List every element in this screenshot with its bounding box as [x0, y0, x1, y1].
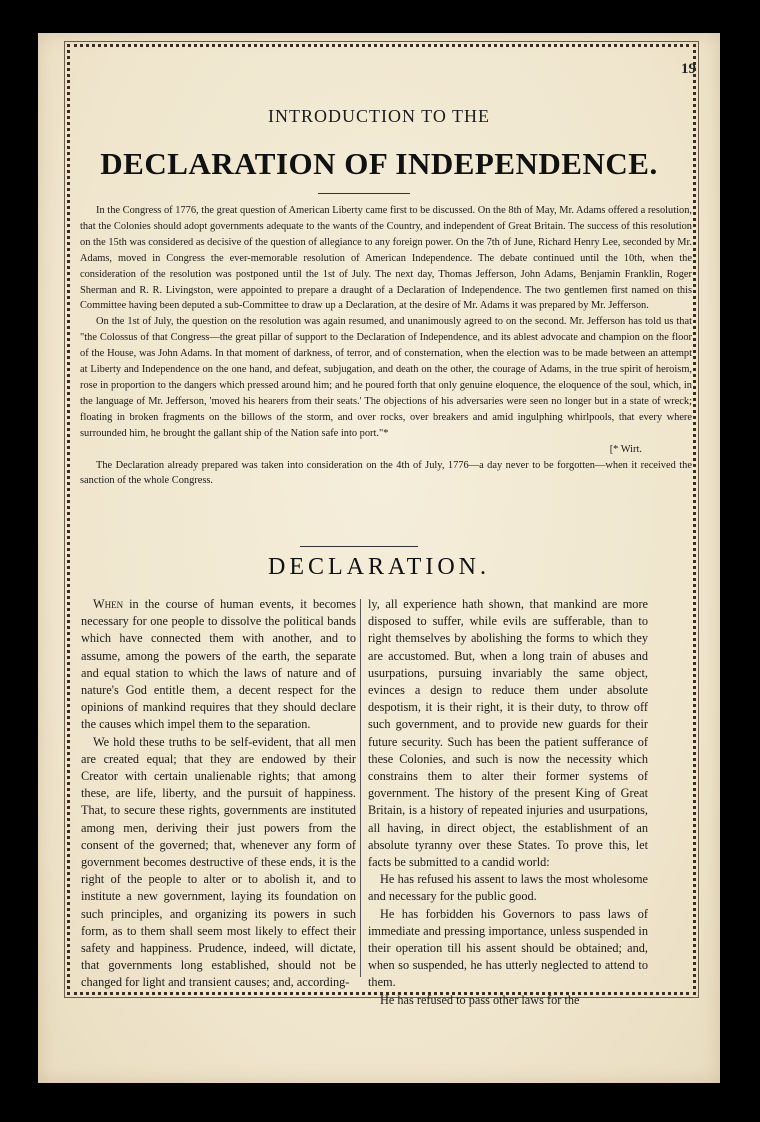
main-title: DECLARATION OF INDEPENDENCE. — [100, 146, 658, 181]
right-paragraph-4: He has refused to pass other laws for the — [380, 992, 580, 1007]
footnote-marker: [* Wirt. — [609, 443, 642, 455]
intro-text — [80, 203, 692, 489]
document-page — [38, 33, 720, 1083]
section-rule — [300, 546, 418, 547]
left-paragraph-2: We hold these truths to be self-evident, that all men are created equal; that they are endowed by their Creator with certain unalienable rights; that among these, are life, liberty, and the pursuit of happiness. That, to secure these rights, governments are instituted among men, deriving their just powers from the consent of the governed; that, whenever any form of government becomes destructive of these ends, it is the right of the people to alter or to abolish it, and to institute a new government, laying its foundation on such principles, and organizing its powers in such form, as to them shall seem most likely to effect their safety and happiness. Prudence, indeed, will dictate, that governments long established, should not be changed for light and transient causes; and, according- — [81, 734, 356, 990]
right-paragraph-2: He has refused his assent to laws the most wholesome and necessary for the public good. — [368, 872, 648, 904]
declaration-heading: DECLARATION. — [268, 554, 490, 580]
right-paragraph-1: ly, all experience hath shown, that mankind are more disposed to suffer, while evils are sufferable, than to right themselves by abolishing the forms to which they are accustomed. But, when a long train of abuses and usurpations, pursuing invariably the same object, evinces a design to reduce them under absolute despotism, it is their right, it is their duty, to throw off such government, and to provide new guards for their future security. Such has been the patient sufferance of these Colonies, and such is now the necessity which constrains them to alter their former systems of government. The history of the present King of Great Britain, is a history of repeated injuries and usurpations, all having, in direct object, the establishment of an absolute tyranny over these States. To prove this, let facts be submitted to a candid world: — [368, 597, 648, 870]
intro-paragraph-2: On the 1st of July, the question on the resolution was again resumed, and unanimously agreed to on the second. Mr. Jefferson has told us that "the Colossus of that Congress—the great pillar of support to the Declaration of Independence, and its ablest advocate and champion on the floor of the House, was John Adams. In that moment of darkness, of terror, and of consternation, when the election was to be made between an attempt at Liberty and Independence on the one hand, and defeat, subjugation, and death on the other, the courage of Adams, in the true spirit of heroism, rose in proportion to the dangers which pressed around him; and he poured forth that only genuine eloquence, the eloquence of the soul, which, in the language of Mr. Jefferson, 'moved his hearers from their seats.' The objections of his adversaries were seen no longer but in a state of wreck; floating in broken fragments on the billows of the storm, and over rocks, over breakers and amid ingulphing whirlpools, that every where surrounded him, he brought the gallant ship of the Nation safe into port."* — [80, 316, 692, 439]
intro-heading: INTRODUCTION TO THE — [268, 106, 490, 126]
page-number: 19 — [681, 61, 696, 77]
left-column — [81, 596, 356, 992]
right-paragraph-3: He has forbidden his Governors to pass laws of immediate and pressing importance, unless suspended in their operation till his assent should be obtained; and, when so suspended, he has utterly neglected to attend to them. — [368, 906, 648, 990]
intro-paragraph-3: The Declaration already prepared was taken into consideration on the 4th of July, 1776—a day never to be forgotten—when it received the sanction of the whole Congress. — [80, 459, 692, 487]
right-column — [368, 596, 648, 1009]
column-divider — [360, 599, 361, 977]
title-rule — [318, 193, 410, 194]
opening-word: When — [93, 597, 124, 611]
intro-paragraph-1: In the Congress of 1776, the great question of American Liberty came first to be discussed. On the 8th of May, Mr. Adams offered a resolution, that the Colonies should adopt governments adequate to the wants of the Country, and independent of Great Britain. The success of this resolution on the 15th was considered as decisive of the question of allegiance to any foreign power. On the 7th of June, Richard Henry Lee, seconded by Mr. Adams, moved in Congress the ever-memorable resolution of American Independence. The debate continued until the 10th, when the consideration of the resolution was postponed until the 1st of July. The next day, Thomas Jefferson, John Adams, Benjamin Franklin, Roger Sherman and R. R. Livingston, were appointed to prepare a draught of a Declaration of Independence. The two gentlemen first named on this Committee having been deputed a sub-Committee to draw up a Declaration, at the desire of Mr. Adams it was prepared by Mr. Jefferson. — [80, 205, 692, 312]
left-paragraph-1 — [81, 596, 356, 734]
left-paragraph-1-text: in the course of human events, it becomes necessary for one people to dissolve the political bands which have connected them with another, and to assume, among the powers of the earth, the separate and equal station to which the laws of nature and of nature's God entitle them, a decent respect for the opinions of mankind requires that they should declare the causes which impel them to the separation. — [81, 597, 356, 732]
